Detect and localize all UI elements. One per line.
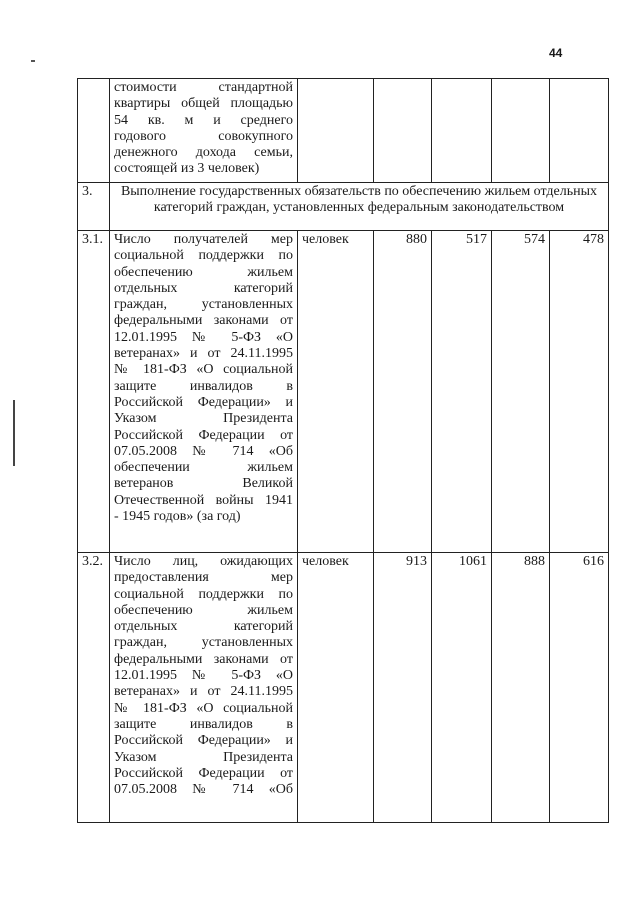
unit-cell: человек xyxy=(298,231,374,553)
section-title-cell: Выполнение государственных обязательств по обеспечению жильем отдельных категорий граждан, установленных федеральным законодательством xyxy=(110,183,609,231)
value-cell: 1061 xyxy=(432,553,492,823)
row-number-cell: 3.2. xyxy=(78,553,110,823)
value-cell: 478 xyxy=(550,231,609,553)
table-row-continuation xyxy=(78,79,609,183)
value-cell: 517 xyxy=(432,231,492,553)
description-line: № 181-ФЗ «О социальной xyxy=(114,362,293,378)
description-line: федеральными законами от xyxy=(114,313,293,329)
description-line: состоящей из 3 человек) xyxy=(114,161,260,177)
description-line: защите инвалидов в xyxy=(114,716,293,732)
description-line: годового совокупного xyxy=(114,128,293,144)
value-cell xyxy=(550,79,609,183)
description-line: ветеранах» и от 24.11.1995 xyxy=(114,684,293,700)
description-line: предоставления мер xyxy=(114,570,293,586)
section-number-cell: 3. xyxy=(78,183,110,231)
description-line: защите инвалидов в xyxy=(114,378,293,394)
description-line: отдельных категорий xyxy=(114,280,293,296)
description-line: 12.01.1995 № 5-ФЗ «О xyxy=(114,329,293,345)
value-cell: 880 xyxy=(374,231,432,553)
value-cell xyxy=(432,79,492,183)
value-cell: 888 xyxy=(492,553,550,823)
value-cell xyxy=(374,79,432,183)
row-description-cell xyxy=(110,79,298,183)
description-line: Российской Федерации от xyxy=(114,765,293,781)
row-description-cell xyxy=(110,231,298,553)
row-number-cell: 3.1. xyxy=(78,231,110,553)
description-line: обеспечении жильем xyxy=(114,460,293,476)
description-line: граждан, установленных xyxy=(114,635,293,651)
description-line: - 1945 годов» (за год) xyxy=(114,509,241,525)
description-line: Число получателей мер xyxy=(114,232,293,247)
description-line: квартиры общей площадью xyxy=(114,96,293,112)
description-line: социальной поддержки по xyxy=(114,248,293,264)
description-line: Указом Президента xyxy=(114,411,293,427)
table-row-3-2 xyxy=(78,553,609,823)
description-line: федеральными законами от xyxy=(114,651,293,667)
unit-cell xyxy=(298,79,374,183)
table-row-3-1 xyxy=(78,231,609,553)
value-cell xyxy=(492,79,550,183)
description-line: 12.01.1995 № 5-ФЗ «О xyxy=(114,668,293,684)
indicators-table xyxy=(77,78,609,823)
description-line: 07.05.2008 № 714 «Об xyxy=(114,443,293,459)
description-line: отдельных категорий xyxy=(114,619,293,635)
description-line: № 181-ФЗ «О социальной xyxy=(114,700,293,716)
description-line: обеспечению жильем xyxy=(114,264,293,280)
description-line: Российской Федерации» и xyxy=(114,394,293,410)
description-line: Отечественной войны 1941 xyxy=(114,492,293,508)
page-number: 44 xyxy=(549,46,563,60)
description-line: обеспечению жильем xyxy=(114,602,293,618)
description-line: стоимости стандартной xyxy=(114,80,293,95)
row-number-cell xyxy=(78,79,110,183)
value-cell: 574 xyxy=(492,231,550,553)
description-line: Число лиц, ожидающих xyxy=(114,554,293,569)
scan-speck xyxy=(31,60,35,62)
unit-cell: человек xyxy=(298,553,374,823)
table-row-section-3 xyxy=(78,183,609,231)
description-line: Российской Федерации от xyxy=(114,427,293,443)
description-line: ветеранов Великой xyxy=(114,476,293,492)
value-cell: 913 xyxy=(374,553,432,823)
description-line: 54 кв. м и среднего xyxy=(114,112,293,128)
description-line: 07.05.2008 № 714 «Об xyxy=(114,782,293,798)
scan-margin-mark xyxy=(13,400,15,466)
description-line: социальной поддержки по xyxy=(114,586,293,602)
description-line: Указом Президента xyxy=(114,749,293,765)
description-line: Российской Федерации» и xyxy=(114,733,293,749)
description-line: граждан, установленных xyxy=(114,297,293,313)
description-line: ветеранах» и от 24.11.1995 xyxy=(114,346,293,362)
description-line: денежного дохода семьи, xyxy=(114,145,293,161)
value-cell: 616 xyxy=(550,553,609,823)
row-description-cell xyxy=(110,553,298,823)
